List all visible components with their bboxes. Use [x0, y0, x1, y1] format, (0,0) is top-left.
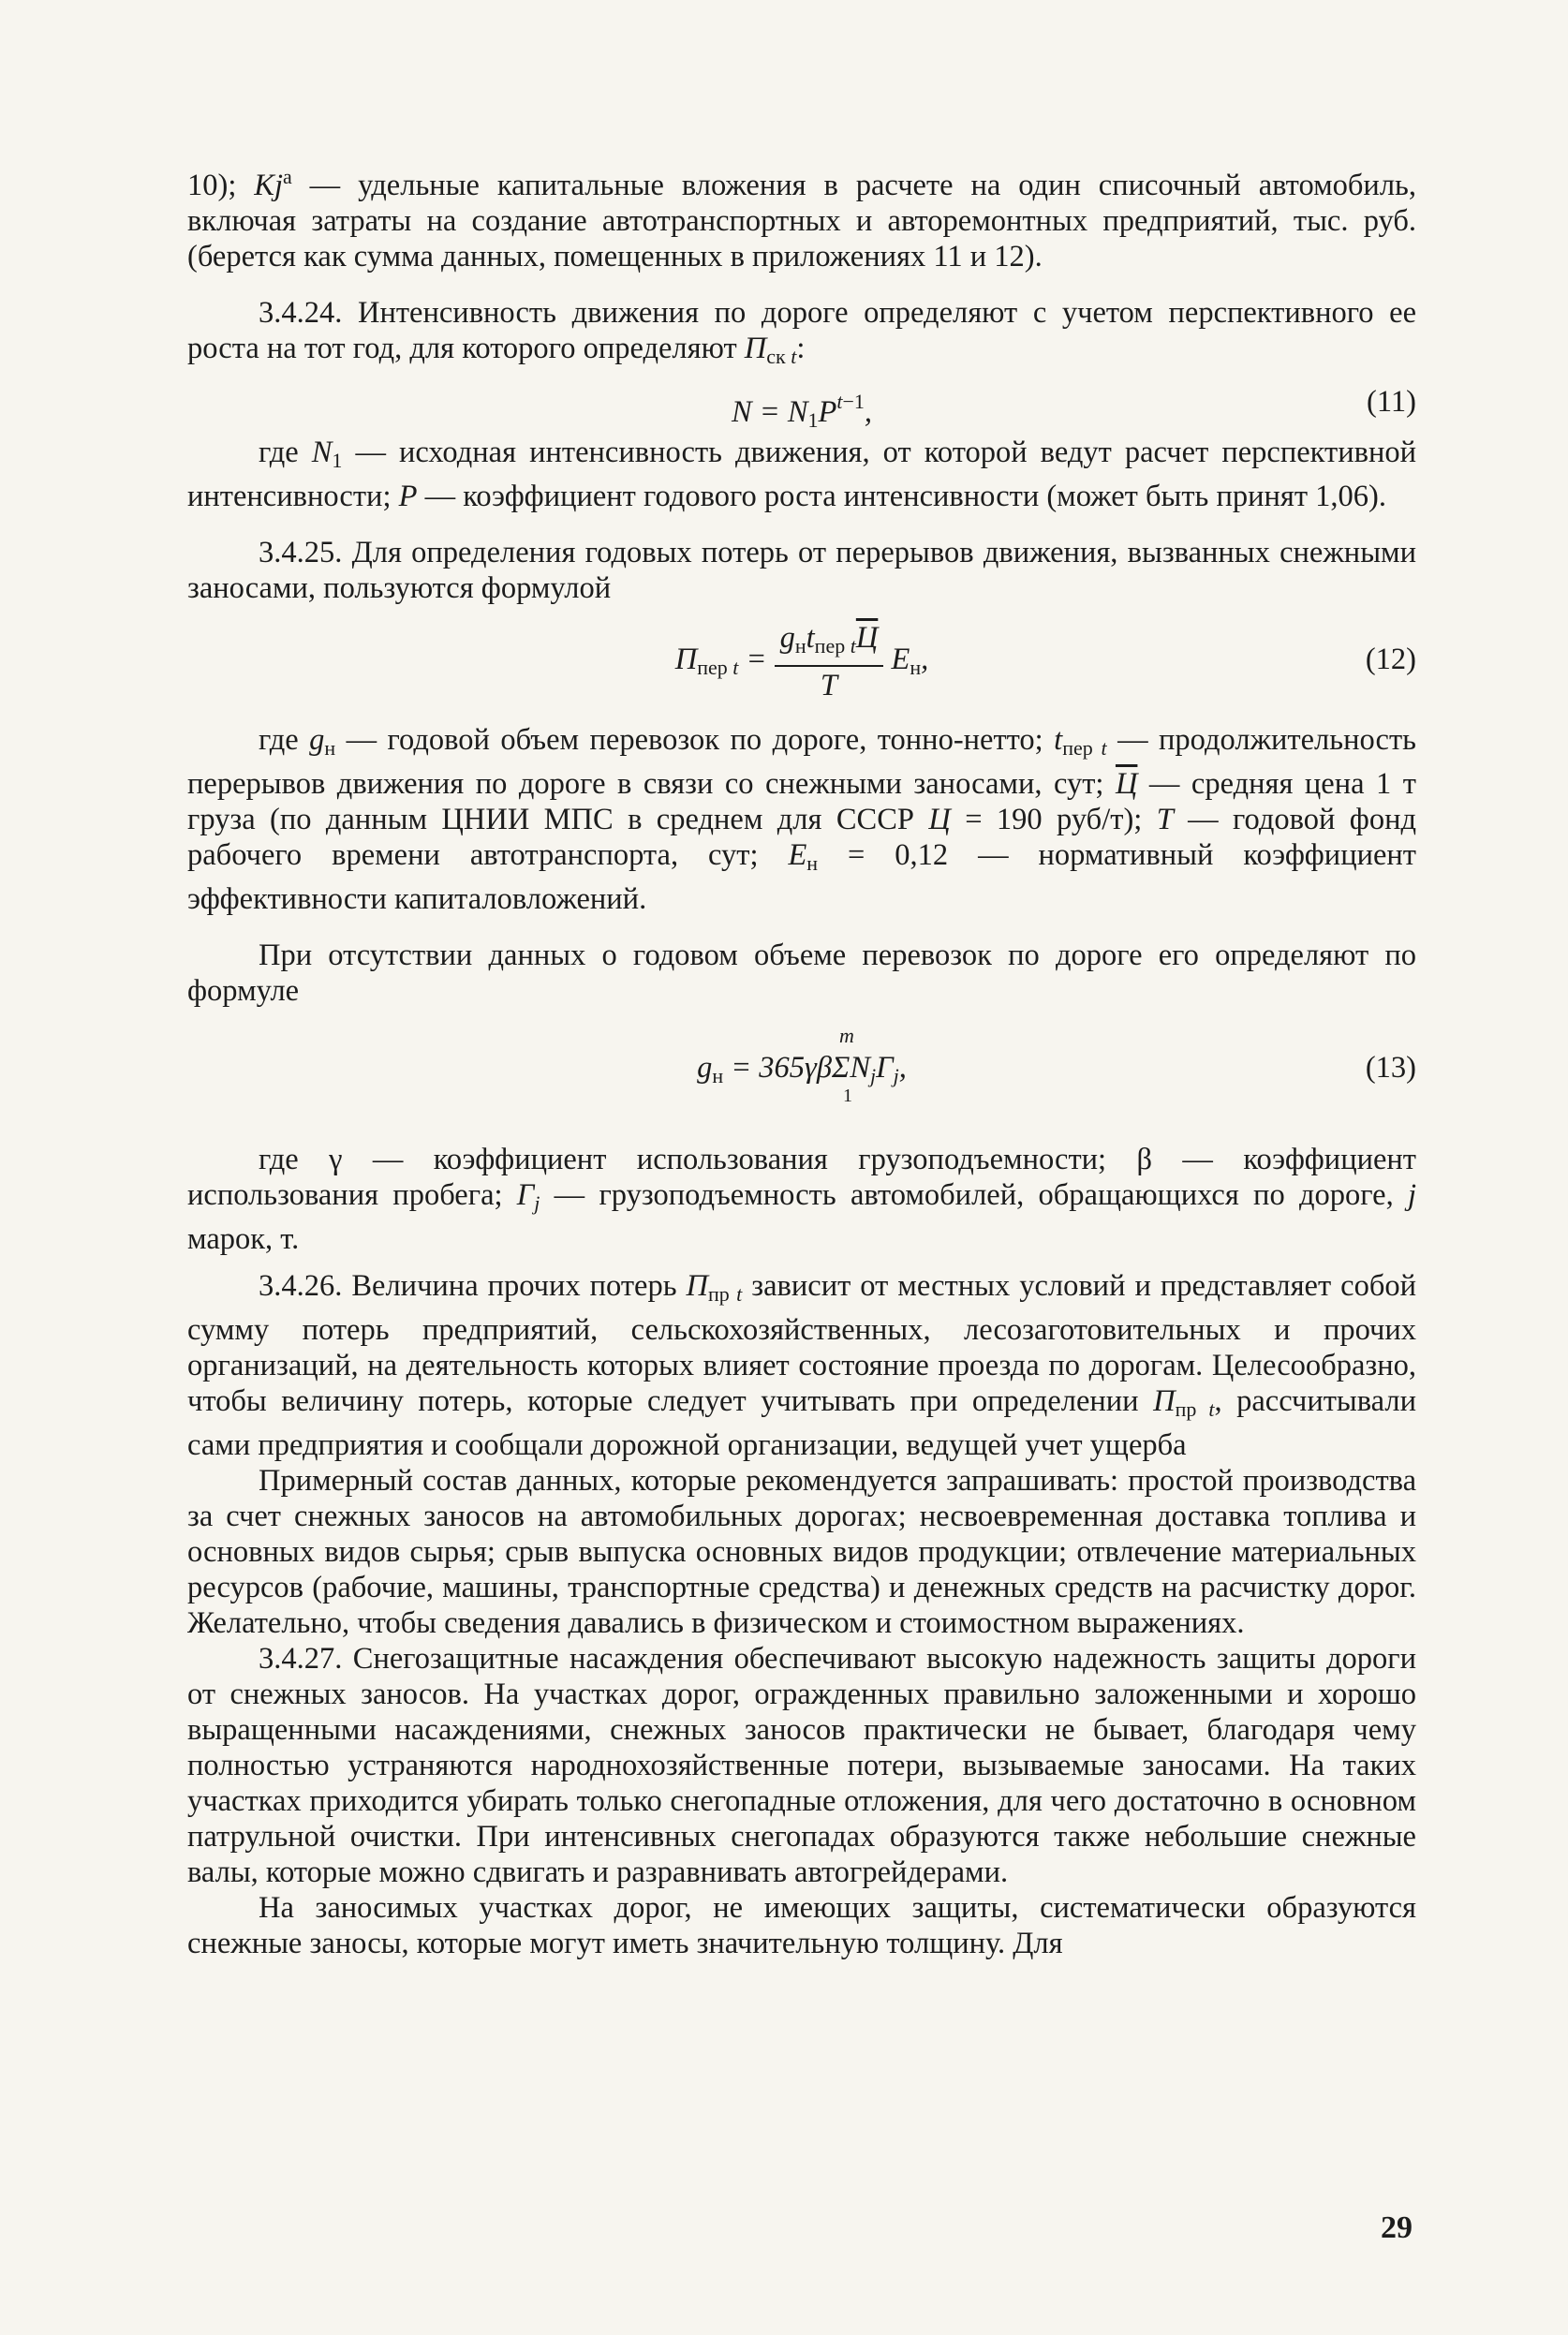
paragraph-3-4-26: 3.4.26. Величина прочих потерь $П_{пр t}$ зависит от местных условий и представляет собой сумму потерь предприятий, сельскохозяйственных, лесозаготовительных и прочих организаций, на деятельность которых влияет состояние проезда по дорогам. Целесообразно, чтобы величину потерь, которые следует учитывать при определении $П_{пр t}$, рассчитывали сами предприятия и сообщали дорожной организации, ведущей учет ущерба	[187, 1268, 1417, 1462]
equation-12-number: (12)	[1365, 642, 1416, 676]
paragraph-data-composition: Примерный состав данных, которые рекомендуется запрашивать: простой производства за счет снежных заносов на автомобильных дорогах; несвоевременная доставка топлива и основных видов сырья; срыв выпуска основных видов продукции; отвлечение материальных ресурсов (рабочие, машины, транспортные средства) и денежных средств на расчистку дорог. Желательно, чтобы сведения давались в физическом и стоимостном выражениях.	[187, 1463, 1416, 1640]
body-text	[187, 159, 1416, 1961]
equation-12-formula: $П_{пер t}$ = $\frac{g_нt_{пер t}Ц}{T}$ $E_н$,	[674, 620, 929, 702]
equation-13	[187, 1009, 1416, 1131]
sum-symbol: Σ m 1	[832, 1023, 854, 1106]
paragraph-gn-definition: где $g_н$ — годовой объем перевозок по дороге, тонно-нетто; $t_{пер t}$ — продолжительность перерывов движения по дороге в связи со снежными заносами, сут; Ц — средняя цена 1 т груза (по данным ЦНИИ МПС в среднем для СССР Ц = 190 руб/т); T — годовой фонд рабочего времени автотранспорта, сут; $E_н = 0,12$ — нормативный коэффициент эффективности капиталовложений.	[187, 722, 1417, 916]
equation-12	[187, 606, 1416, 711]
equation-13-formula: $g_н = 365\gamma\beta\Sigma$ m 1 $N_jГ_j$,	[697, 1023, 907, 1106]
paragraph-3-4-27: 3.4.27. Снегозащитные насаждения обеспечивают высокую надежность защиты дороги от снежных заносов. На участках дорог, огражденных правильно заложенными и хорошо выращенными насаждениями, снежных заносов практически не бывает, благодаря чему полностью устраняются народнохозяйственные потери, вызываемые заносами. На таких участках приходится убирать только снегопадные отложения, для чего достаточно в основном патрульной очистки. При интенсивных снегопадах образуются также небольшие снежные валы, которые можно сдвигать и разравнивать автогрейдерами.	[187, 1641, 1416, 1889]
page-number: 29	[1381, 2210, 1413, 2245]
paragraph-no-data: При отсутствии данных о годовом объеме перевозок по дороге его определяют по формуле	[187, 938, 1416, 1008]
paragraph-continuation: 10); Kj$^a$ — удельные капитальные вложения в расчете на один списочный автомобиль, включая затраты на создание автотранспортных и авторемонтных предприятий, тыс. руб. (берется как сумма данных, помещенных в приложениях 11 и 12).	[187, 165, 1416, 273]
paragraph-gamma-definition: где γ — коэффициент использования грузоподъемности; β — коэффициент использования пробега; $Г_j$ — грузоподъемность автомобилей, обращающихся по дороге, j марок, т.	[187, 1142, 1416, 1256]
paragraph-3-4-24: 3.4.24. Интенсивность движения по дороге определяют с учетом перспективного ее роста на тот год, для которого определяют $П_{ск t}$:	[187, 295, 1416, 368]
equation-13-number: (13)	[1365, 1050, 1416, 1085]
equation-11	[187, 375, 1416, 435]
equation-11-number: (11)	[1367, 384, 1416, 419]
fraction: $\frac{g_нt_{пер t}Ц}{T}$	[775, 619, 884, 704]
paragraph-3-4-25: 3.4.25. Для определения годовых потерь от перерывов движения, вызванных снежными заносами, пользуются формулой	[187, 535, 1416, 605]
paragraph-unprotected-sections: На заносимых участках дорог, не имеющих защиты, систематически образуются снежные заносы, которые могут иметь значительную толщину. Для	[187, 1890, 1416, 1960]
paragraph-n1-definition: где $N_1$ — исходная интенсивность движения, от которой ведут расчет перспективной интенсивности; P — коэффициент годового роста интенсивности (может быть принят 1,06).	[187, 435, 1416, 513]
equation-11-formula: $N = N_1P^{t-1}$,	[731, 389, 873, 432]
